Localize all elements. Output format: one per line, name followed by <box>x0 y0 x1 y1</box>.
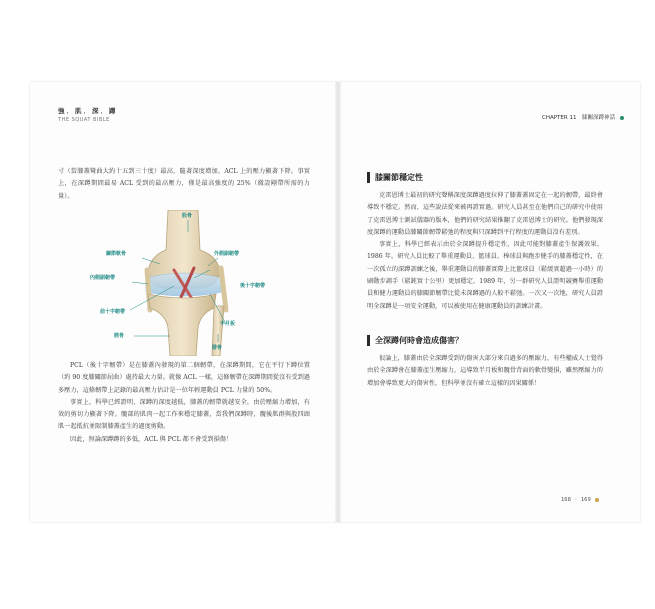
book-title: 強．肌．深．蹲 <box>58 107 118 115</box>
label-medial-collateral: 關節軟骨 <box>106 251 127 257</box>
right-column-top <box>367 190 603 313</box>
label-fibula: 腓骨 <box>212 345 223 351</box>
book-subtitle: THE SQUAT BIBLE <box>58 117 110 123</box>
chapter-title: CHAPTER 11 膝關深蹲神話 <box>542 115 615 121</box>
page-number-text: 168 · 169 <box>561 497 591 503</box>
left-paragraph-4: 因此，無論深蹲蹲的多低，ACL 與 PCL 都不會受到損傷！ <box>70 435 233 443</box>
right-paragraph-2: 事實上，科學已經表示由於全深蹲提升穩定性，因此可能對膝蓋產生保護效果。1986 年，研究人員比較了舉重運動員、籃球員、棒球員與跑步健手的膝蓋穩定性，在一次孤立的深蹲訓練之後，舉重運動員的膝蓋實際上比籃球員（鬆緩實超過一小時）的刷動步調手（鬆鈍實十公里）更加穩定。1989 年，另一群研究人員證明競賽舉重運動員和健力運動員的膝關節韌帶比從未深蹲過的人較不鬆弛。一次又一次地，研究人員證明全深蹲是一項安全運動，可以被使用在健康運動員的訓練計畫。 <box>367 241 603 310</box>
book-header <box>58 106 118 123</box>
chapter-header <box>542 113 624 121</box>
label-medial-ligament: 內側副韌帶 <box>90 275 116 281</box>
left-column-bottom <box>58 360 310 446</box>
knee-anatomy-figure <box>90 210 280 356</box>
label-acl: 前十字韌帶 <box>100 309 126 315</box>
page-numbers <box>561 497 599 503</box>
page-dot-icon <box>595 498 599 502</box>
label-bone-top: 股骨 <box>182 213 193 219</box>
right-column-bottom <box>367 353 603 390</box>
tibia-bone <box>148 294 216 356</box>
right-paragraph-1: 克雷恩博士最初的研究聲稱深度深蹲過度拉伸了膝蓋蓋固定在一起的韌帶，最終會導致不穩定。然而，這些說法從來被再證實過。研究人員甚至在他們自己的研究中使用了克雷恩博士測試儀器的版本，他們的研究結果推翻了克雷恩博士的研究。他們發現深度深蹲的運動員膝關節韌帶鬆弛的程度與只深蹲到平行程度的運動員沒有差別。 <box>367 192 603 236</box>
book-gutter <box>335 82 341 522</box>
label-meniscus: 半月板 <box>220 321 236 327</box>
label-lateral-collateral: 外側副韌帶 <box>214 251 240 257</box>
left-paragraph-1: 寸（當膝蓋彎曲大約十五到三十度）最高，隨著深度增加，ACL 上的壓力顯著下降。事實上，在深蹲期間最易 ACL 受到的最高壓力，僅是最高強度的 25%（徹設剛帶所需的力量）。 <box>58 168 310 200</box>
right-paragraph-3: 很論上，膝蓋由於全深蹲受到的傷害大部分來自過多的壓縮力，有些權威人士覺得由於全深蹲會在膝蓋產生壓縮力，這導致半月板和髖骨背面的軟骨變損，雖然壓縮力的增加會導致更大的傷害性，但科學並沒有確立這樣的因果關係！ <box>367 355 603 387</box>
chapter-dot-icon <box>620 116 624 120</box>
section-heading-injury: 全深蹲何時會造成傷害？ <box>367 335 463 346</box>
lateral-ligament <box>221 268 226 310</box>
left-paragraph-2: PCL（後十字韌帶）是在膝蓋內發現的第二個韌帶，在深蹲期間，它在平行下蹲位置（約 90 度膝關節屈曲）處持最大力量。就像 ACL 一樣，這條韌帶在深蹲期間從沒有受到過多壓力，這條韌帶上記錄的最高壓力估計是一位年輕運動員 PCL 力量的 50%。 <box>58 362 310 394</box>
label-pcl: 後十字韌帶 <box>240 283 266 289</box>
left-paragraph-3: 事實上，科學已經證明，深蹲的深度越低，膝蓋的韌帶就越安全，由於壓縮力增加，有效的剪切力顯著下降。髖部的肌肉一起工作來穩定膝蓋，當我們深蹲時，髖後肌群與股四頭肌一起抵抗並限制膝蓋產生的過度剪動。 <box>58 398 310 431</box>
label-tibia: 脛骨 <box>114 333 125 339</box>
section-heading-stability: 膝關節穩定性 <box>367 172 423 183</box>
